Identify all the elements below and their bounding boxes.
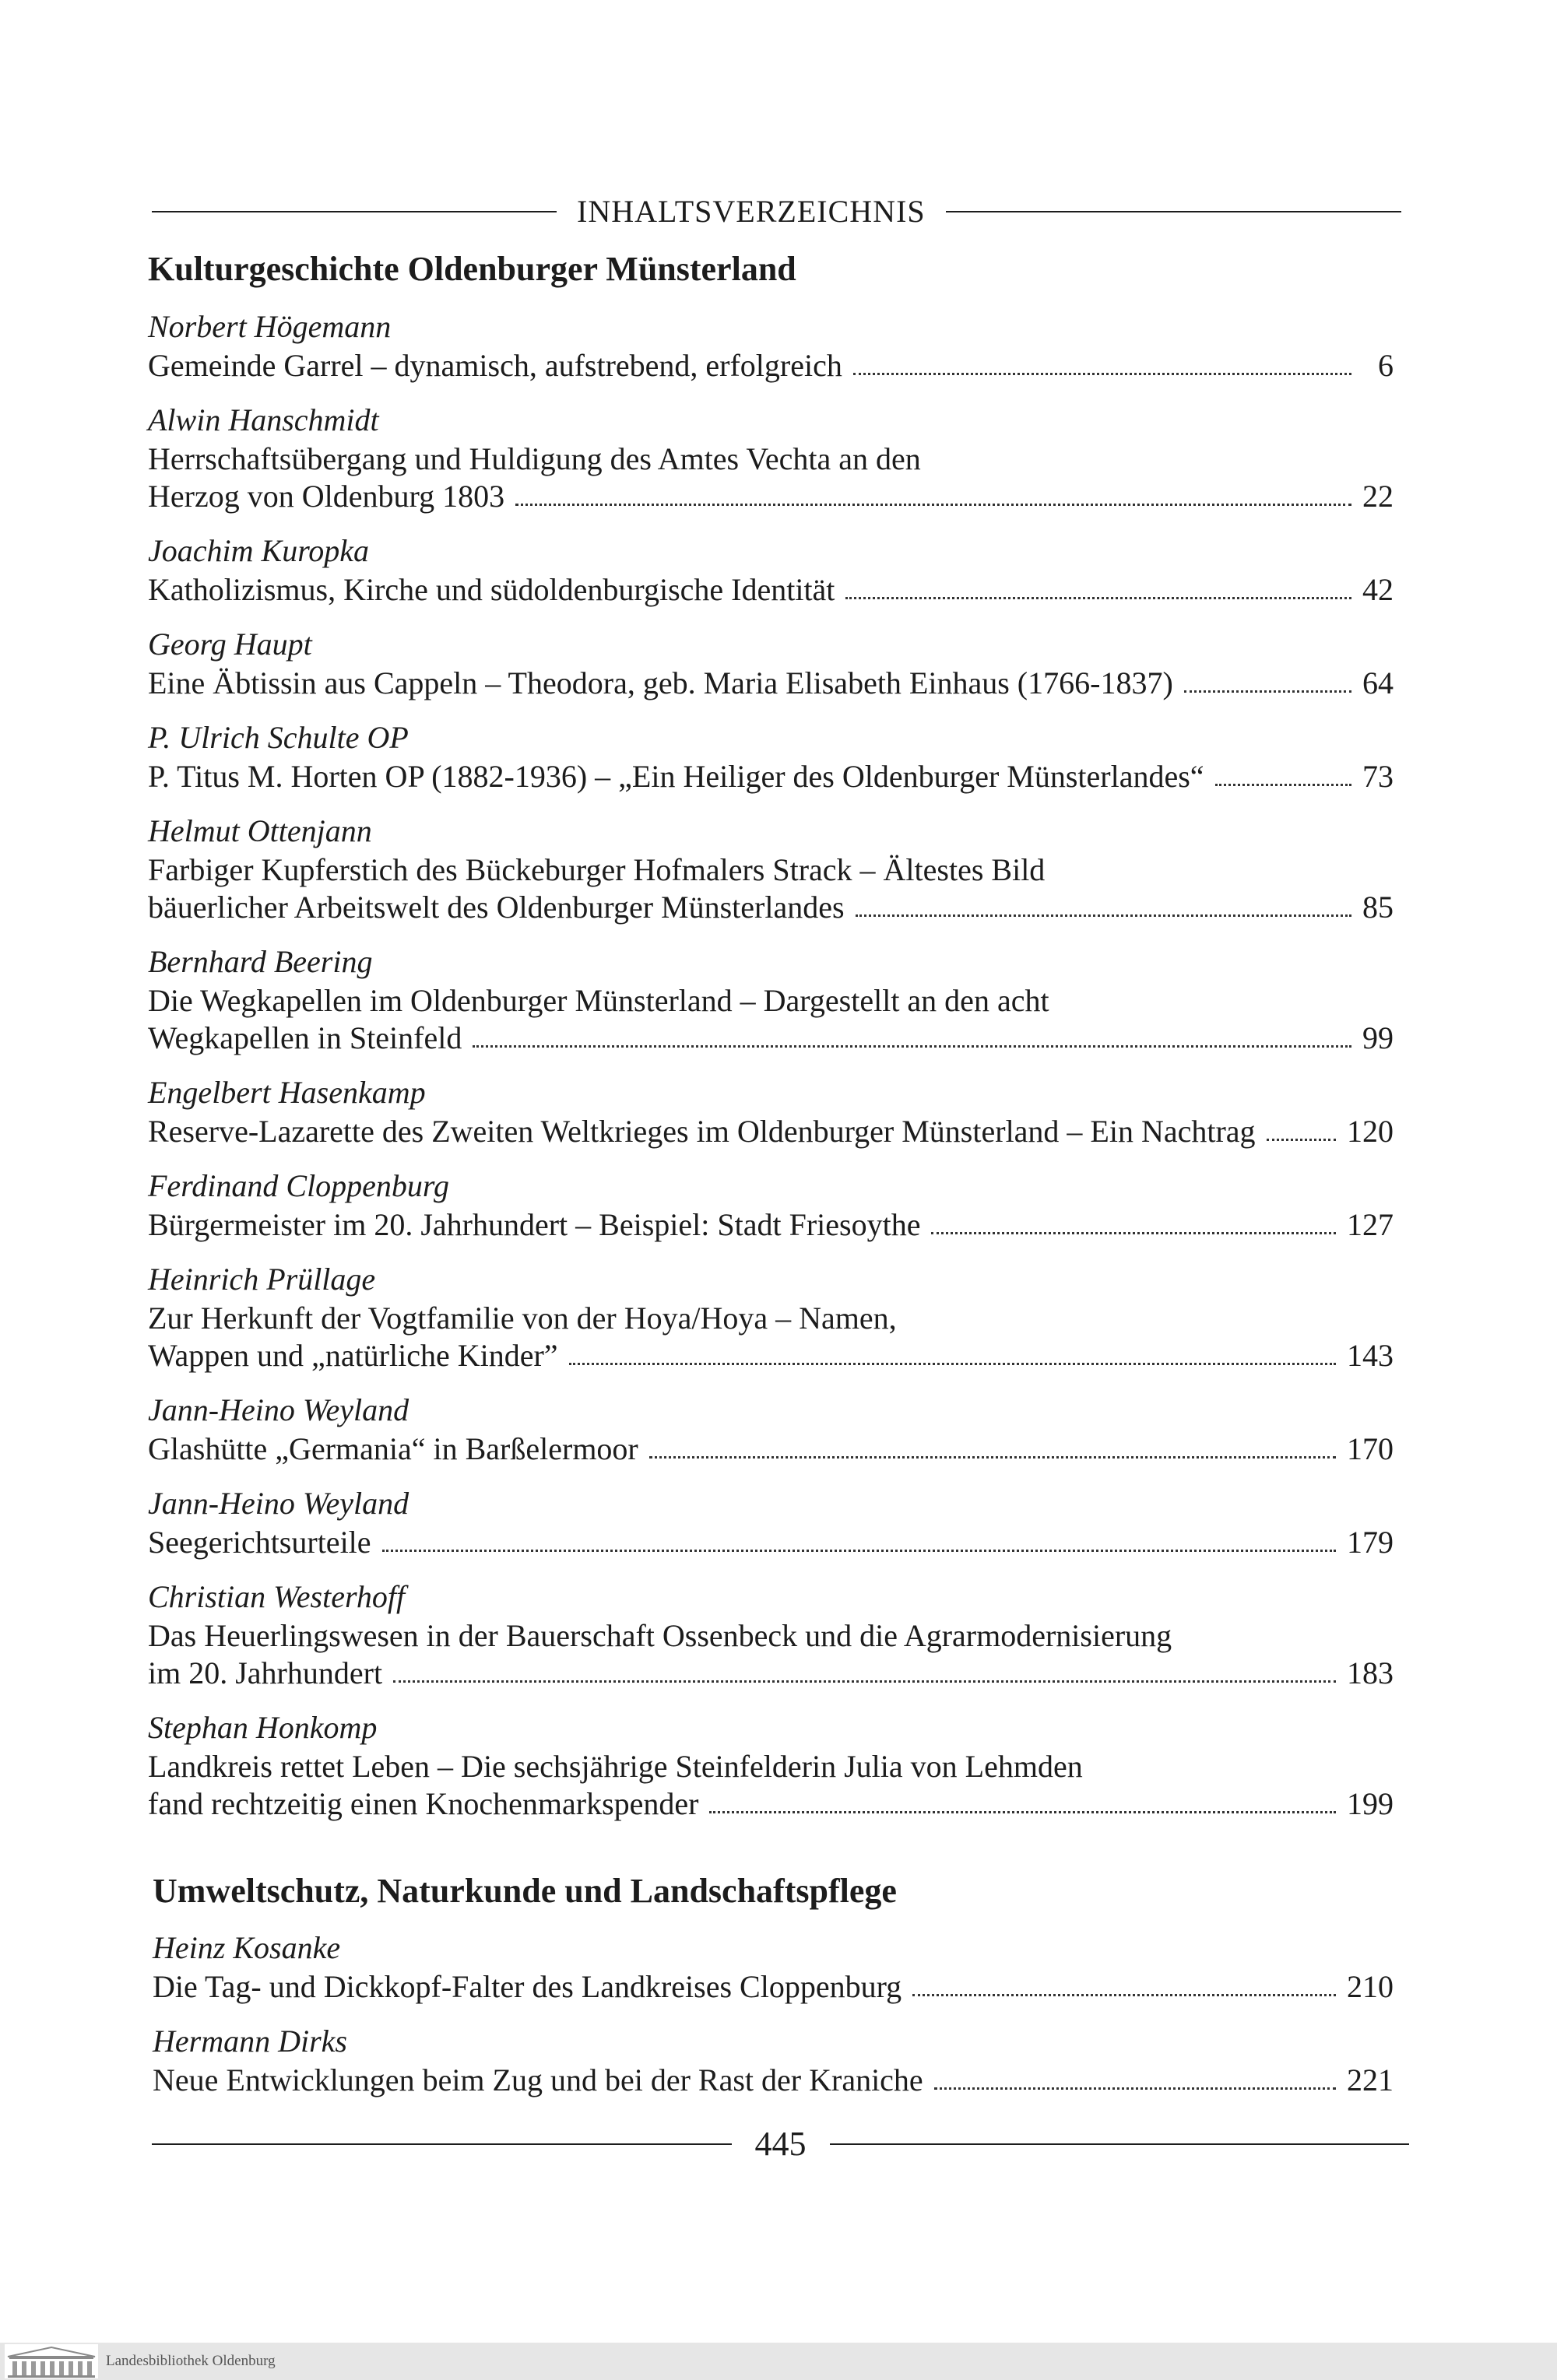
toc-entry bbox=[148, 310, 1394, 384]
toc-page-number: 120 bbox=[1347, 1114, 1394, 1149]
toc-title-row[interactable] bbox=[148, 1430, 1394, 1468]
toc-entry bbox=[148, 1487, 1394, 1561]
toc-title-row[interactable] bbox=[148, 1206, 1394, 1244]
toc-title-row[interactable] bbox=[148, 347, 1394, 384]
toc-author: Engelbert Hasenkamp bbox=[148, 1075, 426, 1110]
dot-leader bbox=[649, 1456, 1336, 1459]
toc-entries-section-1 bbox=[148, 310, 1394, 1841]
toc-page-number: 199 bbox=[1347, 1786, 1394, 1821]
toc-page-number: 143 bbox=[1347, 1338, 1394, 1373]
toc-entry bbox=[148, 1076, 1394, 1150]
library-watermark-bar bbox=[0, 2343, 1557, 2380]
dot-leader bbox=[1215, 784, 1351, 786]
toc-entry bbox=[148, 1711, 1394, 1823]
toc-entry bbox=[148, 1393, 1394, 1468]
toc-author: Ferdinand Cloppenburg bbox=[148, 1168, 450, 1203]
toc-author: P. Ulrich Schulte OP bbox=[148, 720, 409, 755]
page-footer bbox=[152, 2121, 1409, 2168]
toc-page-number: 42 bbox=[1362, 572, 1394, 607]
dot-leader bbox=[393, 1680, 1336, 1683]
toc-title-line: Herrschaftsübergang und Huldigung des Amtes Vechta an den bbox=[148, 441, 921, 476]
toc-page-number: 22 bbox=[1362, 479, 1394, 514]
toc-page-number: 210 bbox=[1347, 1969, 1394, 2004]
toc-page-number: 127 bbox=[1347, 1207, 1394, 1242]
header-rule-right bbox=[946, 211, 1401, 212]
dot-leader bbox=[856, 914, 1351, 917]
section-heading: Kulturgeschichte Oldenburger Münsterland bbox=[148, 250, 796, 288]
toc-author: Hermann Dirks bbox=[153, 2024, 347, 2059]
toc-page-number: 179 bbox=[1347, 1525, 1394, 1560]
page-number: 445 bbox=[754, 2125, 807, 2163]
toc-page-number: 99 bbox=[1362, 1020, 1394, 1055]
toc-title-row[interactable] bbox=[148, 889, 1394, 926]
toc-title-line: Seegerichtsurteile bbox=[148, 1525, 371, 1560]
toc-entry bbox=[148, 1262, 1394, 1374]
toc-title-line: Glashütte „Germania“ in Barßelermoor bbox=[148, 1431, 638, 1466]
toc-entry bbox=[148, 814, 1394, 926]
toc-entries-section-2 bbox=[153, 1931, 1394, 2118]
toc-author: Norbert Högemann bbox=[148, 309, 392, 344]
dot-leader bbox=[845, 597, 1351, 599]
toc-entry bbox=[148, 721, 1394, 795]
toc-author: Christian Westerhoff bbox=[148, 1579, 406, 1614]
header-rule-left bbox=[152, 211, 557, 212]
toc-title-row[interactable] bbox=[148, 571, 1394, 609]
header-title: INHALTSVERZEICHNIS bbox=[577, 194, 926, 229]
toc-author: Jann-Heino Weyland bbox=[148, 1486, 409, 1521]
toc-author: Alwin Hanschmidt bbox=[148, 402, 379, 437]
toc-title-line: Katholizismus, Kirche und südoldenburgische Identität bbox=[148, 572, 835, 607]
toc-page-number: 73 bbox=[1362, 759, 1394, 794]
toc-author: Stephan Honkomp bbox=[148, 1710, 378, 1745]
toc-title-row[interactable] bbox=[148, 758, 1394, 795]
toc-entry bbox=[148, 627, 1394, 702]
toc-title-line: Wegkapellen in Steinfeld bbox=[148, 1020, 462, 1055]
toc-title-row[interactable] bbox=[148, 665, 1394, 702]
toc-title-line: bäuerlicher Arbeitswelt des Oldenburger Münsterlandes bbox=[148, 890, 845, 925]
dot-leader bbox=[934, 2087, 1336, 2090]
running-header bbox=[152, 193, 1401, 230]
library-name: Landesbibliothek Oldenburg bbox=[106, 2353, 276, 2369]
toc-author: Georg Haupt bbox=[148, 627, 312, 662]
toc-entry bbox=[148, 403, 1394, 515]
toc-title-row[interactable] bbox=[148, 1785, 1394, 1823]
library-building-icon bbox=[5, 2344, 98, 2378]
toc-title-line: Bürgermeister im 20. Jahrhundert – Beispiel: Stadt Friesoythe bbox=[148, 1207, 921, 1242]
toc-title-line: Neue Entwicklungen beim Zug und bei der Rast der Kraniche bbox=[153, 2062, 923, 2097]
toc-title-line: Die Tag- und Dickkopf-Falter des Landkreises Cloppenburg bbox=[153, 1969, 902, 2004]
toc-title-row[interactable] bbox=[148, 1524, 1394, 1561]
toc-title-line: Herzog von Oldenburg 1803 bbox=[148, 479, 505, 514]
toc-entry bbox=[148, 945, 1394, 1057]
toc-page-number: 183 bbox=[1347, 1655, 1394, 1690]
dot-leader bbox=[473, 1045, 1351, 1048]
toc-title-row[interactable] bbox=[148, 1020, 1394, 1057]
dot-leader bbox=[931, 1232, 1336, 1234]
toc-title-line: Farbiger Kupferstich des Bückeburger Hofmalers Strack – Ältestes Bild bbox=[148, 852, 1046, 887]
dot-leader bbox=[709, 1811, 1336, 1813]
toc-page-number: 64 bbox=[1362, 665, 1394, 700]
toc-title-row[interactable] bbox=[148, 478, 1394, 515]
dot-leader bbox=[515, 504, 1351, 506]
toc-entry bbox=[148, 1580, 1394, 1692]
toc-page-number: 6 bbox=[1378, 348, 1394, 383]
toc-entry bbox=[148, 534, 1394, 609]
toc-title-line: P. Titus M. Horten OP (1882-1936) – „Ein Heiliger des Oldenburger Münsterlandes“ bbox=[148, 759, 1204, 794]
toc-title-line: Zur Herkunft der Vogtfamilie von der Hoya/Hoya – Namen, bbox=[148, 1301, 897, 1336]
toc-title-line: Gemeinde Garrel – dynamisch, aufstrebend, erfolgreich bbox=[148, 348, 842, 383]
toc-page-number: 221 bbox=[1347, 2062, 1394, 2097]
toc-title-row[interactable] bbox=[148, 1113, 1394, 1150]
toc-title-line: Eine Äbtissin aus Cappeln – Theodora, geb. Maria Elisabeth Einhaus (1766-1837) bbox=[148, 665, 1173, 700]
section-heading: Umweltschutz, Naturkunde und Landschaftspflege bbox=[153, 1872, 897, 1910]
footer-rule-right bbox=[830, 2143, 1410, 2145]
toc-author: Bernhard Beering bbox=[148, 944, 373, 979]
toc-title-line: Das Heuerlingswesen in der Bauerschaft Ossenbeck und die Agrarmodernisierung bbox=[148, 1618, 1172, 1653]
dot-leader bbox=[1184, 690, 1351, 693]
toc-entry bbox=[148, 1169, 1394, 1244]
toc-title-line: Reserve-Lazarette des Zweiten Weltkrieges im Oldenburger Münsterland – Ein Nachtrag bbox=[148, 1114, 1256, 1149]
toc-title-line: im 20. Jahrhundert bbox=[148, 1655, 383, 1690]
toc-title-line: Die Wegkapellen im Oldenburger Münsterland – Dargestellt an den acht bbox=[148, 983, 1049, 1018]
dot-leader bbox=[853, 373, 1351, 375]
toc-title-row[interactable] bbox=[148, 1655, 1394, 1692]
toc-author: Jann-Heino Weyland bbox=[148, 1392, 409, 1427]
dot-leader bbox=[382, 1550, 1336, 1552]
toc-title-row[interactable] bbox=[153, 1968, 1394, 2006]
toc-title-line: Landkreis rettet Leben – Die sechsjährige Steinfelderin Julia von Lehmden bbox=[148, 1749, 1083, 1784]
toc-page-number: 85 bbox=[1362, 890, 1394, 925]
dot-leader bbox=[569, 1363, 1336, 1365]
toc-author: Heinz Kosanke bbox=[153, 1930, 341, 1965]
toc-title-line: Wappen und „natürliche Kinder” bbox=[148, 1338, 558, 1373]
toc-author: Helmut Ottenjann bbox=[148, 813, 372, 848]
toc-author: Heinrich Prüllage bbox=[148, 1262, 376, 1297]
toc-entry bbox=[153, 1931, 1394, 2006]
toc-title-row[interactable] bbox=[148, 1337, 1394, 1374]
toc-entry bbox=[153, 2024, 1394, 2099]
footer-rule-left bbox=[152, 2143, 732, 2145]
dot-leader bbox=[1267, 1139, 1336, 1141]
toc-title-row[interactable] bbox=[153, 2062, 1394, 2099]
toc-title-line: fand rechtzeitig einen Knochenmarkspender bbox=[148, 1786, 699, 1821]
toc-page-number: 170 bbox=[1347, 1431, 1394, 1466]
dot-leader bbox=[912, 1994, 1336, 1996]
toc-author: Joachim Kuropka bbox=[148, 533, 370, 568]
